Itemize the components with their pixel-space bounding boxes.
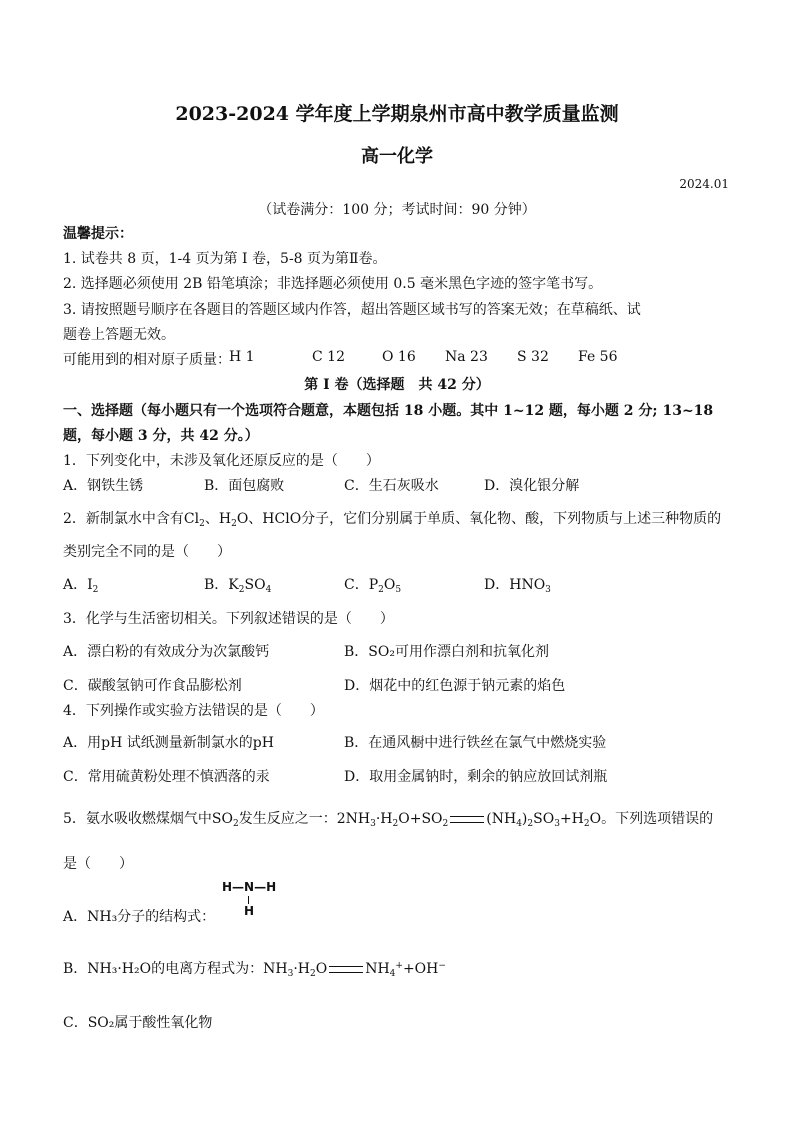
q2-stem bbox=[63, 508, 721, 528]
q1-option-d: D．溴化银分解 bbox=[484, 478, 580, 494]
exam-title: 2023-2024 学年度上学期泉州市高中教学质量监测 bbox=[175, 103, 619, 125]
exam-subtitle: 高一化学 bbox=[361, 146, 433, 167]
equals-sign-icon bbox=[329, 966, 363, 973]
q3-option-d: D．烟花中的红色源于钠元素的焰色 bbox=[344, 678, 566, 694]
section-intro-2: 题，每小题 3 分，共 42 分。） bbox=[63, 428, 259, 444]
q3-option-b: B．SO₂可用作漂白剂和抗氧化剂 bbox=[344, 644, 549, 660]
section-intro-1: 一、选择题（每小题只有一个选项符合题意，本题包括 18 小题。其中 1~12 题，每小题 2 分; 13~18 bbox=[63, 403, 714, 419]
q1-option-c: C．生石灰吸水 bbox=[344, 478, 439, 494]
atomic-mass-line bbox=[63, 349, 231, 369]
q3-option-c: C．碳酸氢钠可作食品膨松剂 bbox=[63, 678, 242, 694]
q2-stem-part-b: 分子，它们分别属于单质、氧化物、酸，下列物质与上述三种物质的 bbox=[301, 511, 722, 527]
q2-stem-part-a: 2．新制氯水中含有 bbox=[63, 511, 184, 527]
exam-date: 2024.01 bbox=[679, 177, 729, 191]
nh3-structure-icon: H—N—H H bbox=[222, 880, 277, 918]
tip-3: 3. 请按照题号顺序在各题目的答题区域内作答，超出答题区域书写的答案无效；在草稿纸、试 bbox=[63, 302, 641, 318]
q5-stem-part-a: 5．氨水吸收燃煤烟气中 bbox=[63, 811, 212, 827]
atomic-mass-na: Na 23 bbox=[445, 349, 488, 365]
q5-equation: $2NH_3\cdot H_2O+SO_2$ $(NH_4)_2SO_3+H_2O$ bbox=[336, 811, 602, 829]
q1-option-b: B．面包腐败 bbox=[204, 478, 285, 494]
q2-stem-line2: 类别完全不同的是（ ） bbox=[63, 544, 231, 560]
q2-option-b: B．$K_2SO_4$ bbox=[204, 577, 272, 595]
q2-option-d: D．$HNO_3$ bbox=[484, 577, 551, 595]
tips-heading: 温馨提示： bbox=[63, 226, 133, 242]
atomic-mass-s: S 32 bbox=[517, 349, 549, 365]
q5-option-c: C．SO₂属于酸性氧化物 bbox=[63, 1015, 213, 1031]
tip-2: 2. 选择题必须使用 2B 铅笔填涂；非选择题必须使用 0.5 毫米黑色字迹的签字笔书写。 bbox=[63, 276, 603, 292]
atomic-mass-fe: Fe 56 bbox=[578, 349, 618, 365]
equals-sign-icon bbox=[450, 816, 484, 823]
q5-option-a: A．NH₃分子的结构式： bbox=[63, 909, 216, 925]
section-title: 第 I 卷（选择题 共 42 分） bbox=[304, 377, 490, 393]
q5-stem-part-b: 发生反应之一： bbox=[238, 811, 337, 827]
atomic-mass-c: C 12 bbox=[312, 349, 345, 365]
q5-option-b bbox=[63, 958, 446, 978]
q4-stem: 4．下列操作或实验方法错误的是（ ） bbox=[63, 703, 324, 719]
exam-info: （试卷满分：100 分；考试时间：90 分钟） bbox=[258, 202, 536, 218]
q3-stem: 3．化学与生活密切相关。下列叙述错误的是（ ） bbox=[63, 611, 394, 627]
q5-stem: 5．氨水吸收燃煤烟气中$SO_2$发生反应之一：$2NH_3\cdot H_2O+SO_2$ $(NH_4)_2SO_3+H_2O$。下列选项错误的 bbox=[63, 811, 714, 829]
q2-formulas: $Cl_2$、$H_2O$、HClO bbox=[183, 511, 302, 529]
q1-stem: 1．下列变化中，未涉及氧化还原反应的是（ ） bbox=[63, 453, 380, 469]
q3-option-a: A．漂白粉的有效成分为次氯酸钙 bbox=[63, 644, 270, 660]
q5-option-b-label: B．NH₃·H₂O的电离方程式为： bbox=[63, 961, 264, 977]
tip-1: 1. 试卷共 8 页，1-4 页为第 I 卷，5-8 页为第Ⅱ卷。 bbox=[63, 251, 387, 267]
q2-option-a-label: A． bbox=[63, 577, 88, 593]
tip-3-cont: 题卷上答题无效。 bbox=[63, 327, 175, 343]
atomic-mass-label: 可能用到的相对原子质量： bbox=[63, 352, 231, 368]
q4-option-d: D．取用金属钠时，剩余的钠应放回试剂瓶 bbox=[344, 769, 608, 785]
q2-option-c-label: C． bbox=[344, 577, 369, 593]
q2-option-d-label: D． bbox=[484, 577, 510, 593]
q2-option-b-label: B． bbox=[204, 577, 229, 593]
q2-option-a: A．$I_2$ bbox=[63, 577, 99, 595]
q5-stem-line2: 是（ ） bbox=[63, 856, 133, 872]
atomic-mass-h: H 1 bbox=[229, 349, 255, 365]
q1-option-a: A．钢铁生锈 bbox=[63, 478, 144, 494]
atomic-mass-o: O 16 bbox=[382, 349, 416, 365]
q5-option-b-equation: $NH_3\cdot H_2O$ $NH_4^++OH^-$ bbox=[263, 961, 446, 979]
q5-stem-part-c: 。下列选项错误的 bbox=[601, 811, 714, 827]
q2-option-c: C．$P_2O_5$ bbox=[344, 577, 402, 595]
q4-option-c: C．常用硫黄粉处理不慎洒落的汞 bbox=[63, 769, 270, 785]
q4-option-a: A．用pH 试纸测量新制氯水的pH bbox=[63, 735, 274, 751]
q4-option-b: B．在通风橱中进行铁丝在氯气中燃烧实验 bbox=[344, 735, 607, 751]
